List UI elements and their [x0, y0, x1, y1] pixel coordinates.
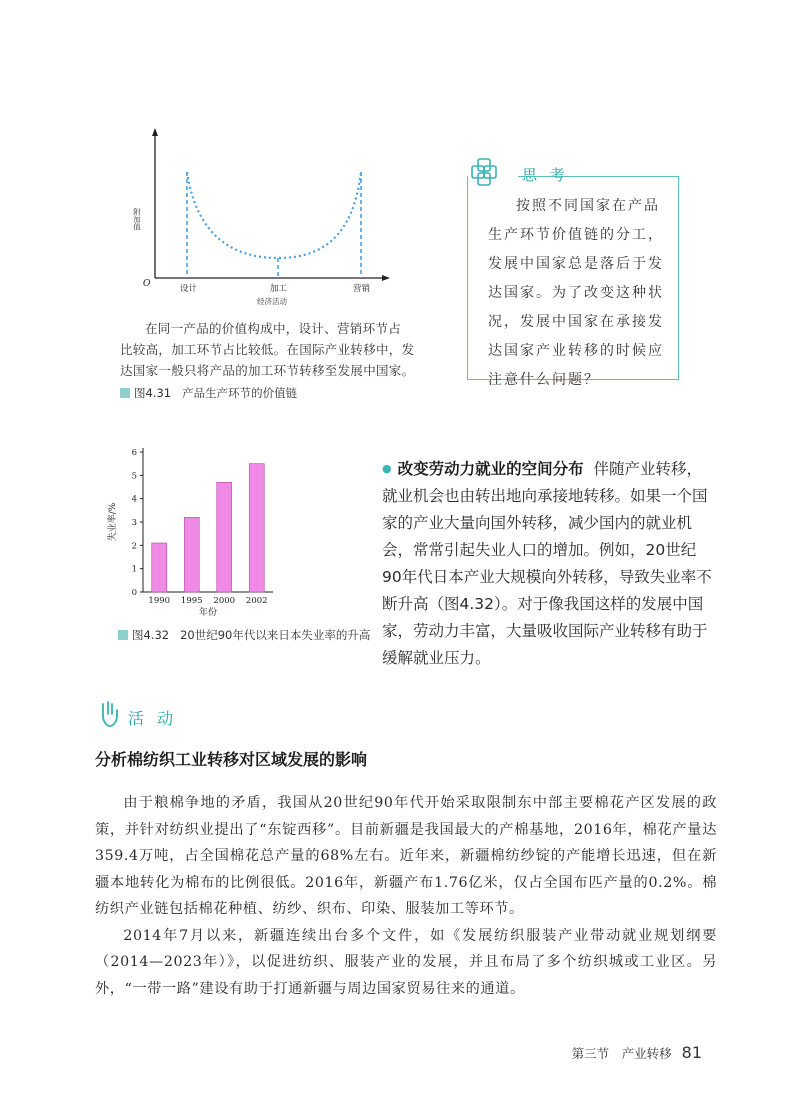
y-tick-label: 0 — [131, 588, 137, 598]
unemployment-chart — [95, 440, 285, 620]
page-footer — [572, 1043, 702, 1062]
x-tick-label: 2000 — [213, 596, 236, 606]
paragraph-heading: 改变劳动力就业的空间分布 — [397, 460, 584, 478]
y-tick-label: 4 — [131, 494, 137, 505]
activity-icon — [95, 700, 125, 734]
x-axis-title: 经济活动 — [257, 297, 287, 306]
bar-2002 — [249, 464, 264, 592]
activity-heading: 分析棉纺织工业转移对区域发展的影响 — [95, 750, 368, 769]
bar-1990 — [152, 543, 167, 592]
page-number: 81 — [681, 1043, 702, 1062]
unemployment-chart-svg — [95, 440, 285, 620]
think-line-4: 达国家。为了改变这种状 — [488, 285, 664, 301]
think-title: 思 考 — [522, 166, 569, 184]
activity-title: 活 动 — [128, 709, 178, 728]
y-axis-arrow — [152, 128, 158, 136]
think-line-1: 按照不同国家在产品 — [516, 198, 660, 214]
caption-marker-icon — [118, 630, 128, 640]
description-line-2: 比较高，加工环节占比较低。在国际产业转移中，发 — [120, 342, 415, 357]
smile-curve-svg — [132, 128, 390, 308]
y-axis-label: 附加值 — [132, 208, 142, 231]
bar-2000 — [217, 482, 232, 592]
think-line-7: 注意什么问题？ — [488, 372, 600, 388]
x-axis-arrow — [382, 275, 390, 281]
think-line-5: 况，发展中国家在承接发 — [488, 314, 664, 330]
employment-paragraph — [382, 455, 712, 672]
y-tick-label: 3 — [131, 518, 137, 528]
figure-431-description — [120, 318, 440, 381]
origin-label: O — [143, 279, 151, 289]
caption-marker-icon — [120, 388, 130, 398]
figure-432-caption — [118, 627, 370, 643]
activity-paragraph-1: 由于粮棉争地的矛盾，我国从20世纪90年代开始采取限制东中部主要棉花产区发展的政策，并针对纺织业提出了“东锭西移”。目前新疆是我国最大的产棉基地，2016年，棉花产量达359.4万吨，占全国棉花总产量的68%左右。近年来，新疆棉纺纱锭的产能增长迅速，但在新疆本地转化为棉布的比例很低。2016年，新疆产布1.76亿米，仅占全国布匹产量的0.2%。棉纺织产业链包括棉花种植、纺纱、织布、印染、服装加工等环节。 — [95, 795, 717, 917]
x-label-marketing: 营销 — [353, 284, 371, 294]
x-label-design: 设计 — [180, 284, 198, 294]
y-tick-label: 5 — [131, 471, 137, 482]
caption-text: 20世纪90年代以来日本失业率的升高 — [180, 628, 371, 642]
y-tick-label: 1 — [131, 564, 137, 575]
paragraph-text: 伴随产业转移，就业机会也由转出地向承接地转移。如果一个国家的产业大量向国外转移，减少国内的就业机会，常常引起失业人口的增加。例如，20世纪90年代日本产业大规模向外转移，导致失业率不断升高（图4.32）。对于像我国这样的发展中国家，劳动力丰富，大量吸收国际产业转移有助于缓解就业压力。 — [382, 460, 712, 667]
figure-431-caption — [120, 385, 297, 401]
y-axis-label: 失业率/% — [108, 502, 118, 542]
think-line-6: 达国家产业转移的时候应 — [488, 343, 664, 359]
bullet-icon: ● — [382, 462, 392, 475]
smile-curve-figure — [132, 128, 390, 308]
x-tick-label: 1995 — [180, 596, 203, 606]
caption-text: 产品生产环节的价值链 — [182, 386, 298, 400]
footer-section: 第三节 产业转移 — [571, 1046, 672, 1061]
think-line-2: 生产环节价值链的分工， — [488, 227, 664, 243]
value-curve — [187, 172, 361, 258]
x-label-processing: 加工 — [270, 284, 288, 294]
caption-number: 图4.31 — [134, 386, 172, 400]
think-line-3: 发展中国家总是落后于发 — [488, 256, 664, 272]
activity-body — [95, 790, 717, 1002]
description-line-3: 达国家一般只将产品的加工环节转移至发展中国家。 — [120, 363, 415, 378]
description-line-1: 在同一产品的价值构成中，设计、营销环节占 — [145, 321, 402, 336]
y-tick-label: 6 — [131, 448, 137, 458]
y-tick-label: 2 — [131, 541, 137, 552]
think-text — [488, 192, 668, 395]
caption-number: 图4.32 — [132, 628, 170, 642]
activity-paragraph-2: 2014年7月以来，新疆连续出台多个文件，如《发展纺织服装产业带动就业规划纲要（2014—2023年）》，以促进纺织、服装产业的发展，并且布局了多个纺织城或工业区。另外，“一带一路”建设有助于打通新疆与周边国家贸易往来的通道。 — [95, 927, 717, 997]
x-tick-label: 1990 — [148, 596, 171, 606]
x-axis-label: 年份 — [198, 608, 218, 618]
think-icon — [470, 158, 514, 192]
bar-1995 — [184, 517, 199, 592]
x-tick-label: 2002 — [245, 596, 268, 606]
